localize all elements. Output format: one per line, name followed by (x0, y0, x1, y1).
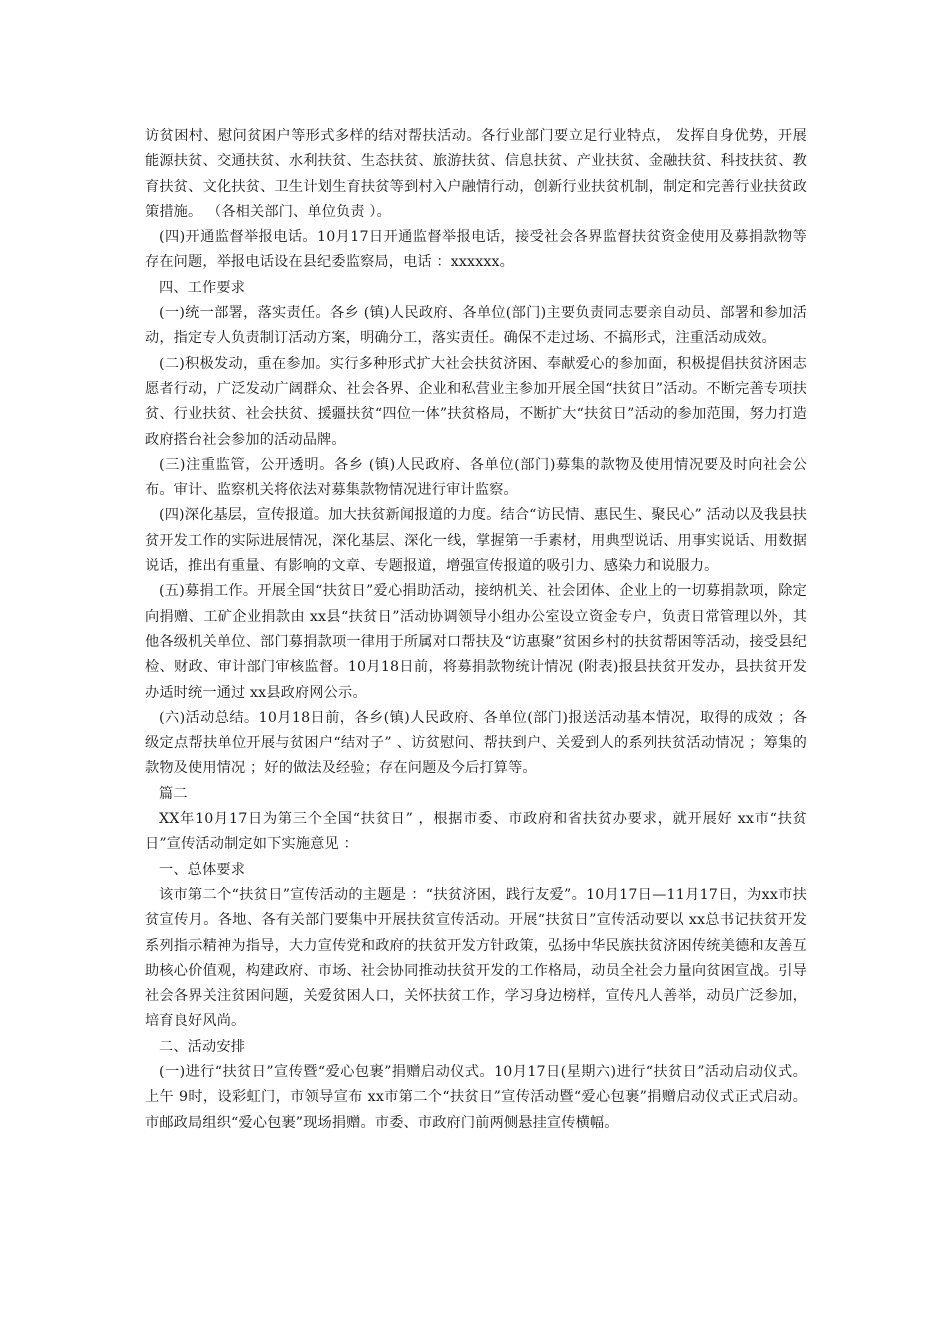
paragraph-requirement-5: (五)募捐工作。开展全国“扶贫日”爱心捐助活动，接纳机关、社会团体、企业上的一切募捐款项，除定向捐赠、工矿企业捐款由 xx县“扶贫日”活动协调领导小组办公室设立资金专户，负责日常管理以外，其他各级机关单位、部门募捐款项一律用于所属对口帮扶及“访惠聚”贫困乡村的扶贫帮困等活动，接受县纪检、财政、审计部门审核监督。10月18日前，将募捐款物统计情况 (附表)报县扶贫开发办，县扶贫开发办适时统一通过 xx县政府网公示。 (145, 583, 807, 701)
paragraph-activity-1: (一)进行“扶贫日”宣传暨“爱心包裹”捐赠启动仪式。10月17日(星期六)进行“扶贫日”活动启动仪式。上午 9时，设彩虹门，市领导宣布 xx市第二个“扶贫日”宣传活动暨“爱心包裹”捐赠启动仪式正式启动。 市邮政局组织“爱心包裹”现场捐赠。市委、市政府门前两侧悬挂宣传横幅。 (145, 1063, 807, 1131)
section-heading-overall-requirements: 一、总体要求 (159, 861, 246, 878)
paragraph-requirement-3: (三)注重监管，公开透明。各乡 (镇)人民政府、各单位(部门)募集的款物及使用情况要及时向社会公布。审计、监察机关将依法对募集款物情况进行审计监察。 (145, 456, 807, 499)
paragraph-requirement-4: (四)深化基层，宣传报道。加大扶贫新闻报道的力度。结合“访民情、惠民生、聚民心” 活动以及我县扶贫开发工作的实际进展情况，深化基层、深化一线，掌握第一手素材，用典型说话、用事实说话、用数据说话，推出有重量、有影响的文章、专题报道，增强宣传报道的吸引力、感染力和说服力。 (145, 507, 807, 575)
section-heading-work-requirements: 四、工作要求 (159, 279, 246, 296)
paragraph-overall-theme: 该市第二个“扶贫日”宣传活动的主题是 ：“扶贫济困，践行友爱”。10月17日—11月17日，为xx市扶贫宣传月。各地、各有关部门要集中开展扶贫宣传活动。开展“扶贫日”宣传活动要以 xx总书记扶贫开发系列指示精神为指导，大力宣传党和政府的扶贫开发方针政策，弘扬中华民族扶贫济困传统美德和友善互助核心价值观，构建政府、市场、社会协同推动扶贫开发的工作格局，动员全社会力量向贫困宣战。引导社会各界关注贫困问题，关爱贫困人口，关怀扶贫工作，学习身边榜样，宣传凡人善举，动员广泛参加，培育良好风尚。 (145, 886, 807, 1030)
paragraph-requirement-1: (一)统一部署，落实责任。各乡 (镇)人民政府、各单位(部门)主要负责同志要亲自动员、部署和参加活动，指定专人负责制订活动方案，明确分工，落实责任。确保不走过场、不搞形式，注重活动成效。 (145, 305, 807, 347)
section-heading-part-two: 篇二 (159, 785, 188, 802)
paragraph-hotline: (四)开通监督举报电话。10月17日开通监督举报电话，接受社会各界监督扶贫资金使用及募捐款物等存在问题，举报电话设在县纪委监察局，电话 ：xxxxxx。 (145, 229, 807, 271)
paragraph-part-two-intro: XX年10月17日为第三个全国“扶贫日” ，根据市委、市政府和省扶贫办要求，就开展好 xx市“扶贫日”宣传活动制定如下实施意见 ： (145, 811, 807, 853)
document-page (145, 124, 807, 1136)
paragraph-requirement-6: (六)活动总结。10月18日前，各乡(镇)人民政府、各单位(部门)报送活动基本情况，取得的成效 ；各级定点帮扶单位开展与贫困户“结对子” 、访贫慰问、帮扶到户、关爱到人的系列扶贫活动情况 ；筹集的款物及使用情况 ；好的做法及经验；存在问题及今后打算等。 (145, 709, 807, 777)
paragraph-intro-continued: 访贫困村、慰问贫困户等形式多样的结对帮扶活动。各行业部门要立足行业特点， 发挥自身优势，开展能源扶贫、交通扶贫、水利扶贫、生态扶贫、旅游扶贫、信息扶贫、产业扶贫、金融扶贫、科技扶贫、教育扶贫、文化扶贫、卫生计划生育扶贫等到村入户融情行动，创新行业扶贫机制，制定和完善行业扶贫政策措施。 （各相关部门、单位负责 ）。 (145, 128, 807, 220)
section-heading-activity-arrangements: 二、活动安排 (159, 1038, 246, 1055)
paragraph-requirement-2: (二)积极发动，重在参加。实行多种形式扩大社会扶贫济困、奉献爱心的参加面，积极提倡扶贫济困志愿者行动，广泛发动广阔群众、社会各界、企业和私营业主参加开展全国“扶贫日”活动。不断完善专项扶贫、行业扶贫、社会扶贫、援疆扶贫“四位一体”扶贫格局，不断扩大“扶贫日”活动的参加范围，努力打造政府搭台社会参加的活动品牌。 (145, 355, 807, 448)
